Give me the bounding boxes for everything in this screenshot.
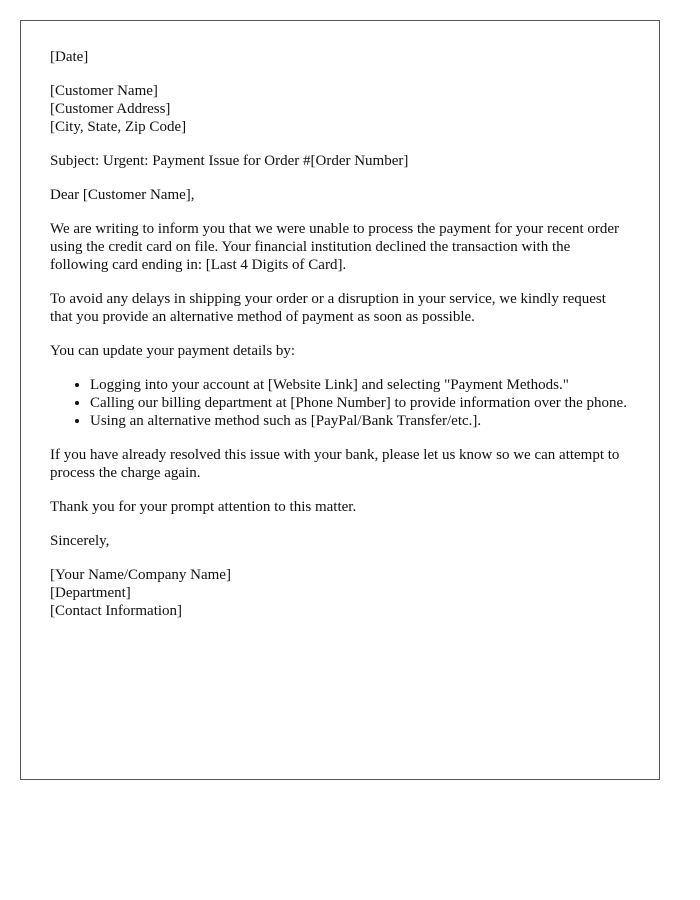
recipient-city-state-zip: [City, State, Zip Code]	[50, 119, 187, 135]
letter-body	[50, 48, 630, 636]
update-intro: You can update your payment details by:	[50, 343, 296, 359]
thanks-line: Thank you for your prompt attention to this matter.	[50, 499, 357, 515]
signature-department: [Department]	[50, 585, 131, 601]
paragraph-payment-declined: We are writing to inform you that we were unable to process the payment for your recent order using the credit card on file. Your financial institution declined the transaction with the following card ending in: [Last 4 Digits of Card].	[50, 221, 620, 273]
recipient-address: [Customer Address]	[50, 101, 171, 117]
signature-contact: [Contact Information]	[50, 603, 183, 619]
salutation: Dear [Customer Name],	[50, 187, 195, 203]
date: [Date]	[50, 49, 89, 65]
subject-line: Subject: Urgent: Payment Issue for Order #[Order Number]	[50, 153, 409, 169]
signature-block	[50, 566, 630, 620]
closing: Sincerely,	[50, 533, 110, 549]
paragraph-request-alternative: To avoid any delays in shipping your order or a disruption in your service, we kindly request that you provide an alternative method of payment as soon as possible.	[50, 291, 606, 325]
list-item: • Logging into your account at [Website Link] and selecting "Payment Methods."	[90, 376, 630, 394]
signature-name: [Your Name/Company Name]	[50, 567, 231, 583]
letter-page	[20, 20, 660, 780]
date-line	[50, 48, 630, 66]
list-item: • Calling our billing department at [Phone Number] to provide information over the phone.	[90, 394, 630, 412]
recipient-block	[50, 82, 630, 136]
recipient-name: [Customer Name]	[50, 83, 158, 99]
paragraph-already-resolved: If you have already resolved this issue with your bank, please let us know so we can attempt to process the charge again.	[50, 447, 620, 481]
update-options-list	[50, 376, 630, 430]
list-item: • Using an alternative method such as [PayPal/Bank Transfer/etc.].	[90, 412, 630, 430]
